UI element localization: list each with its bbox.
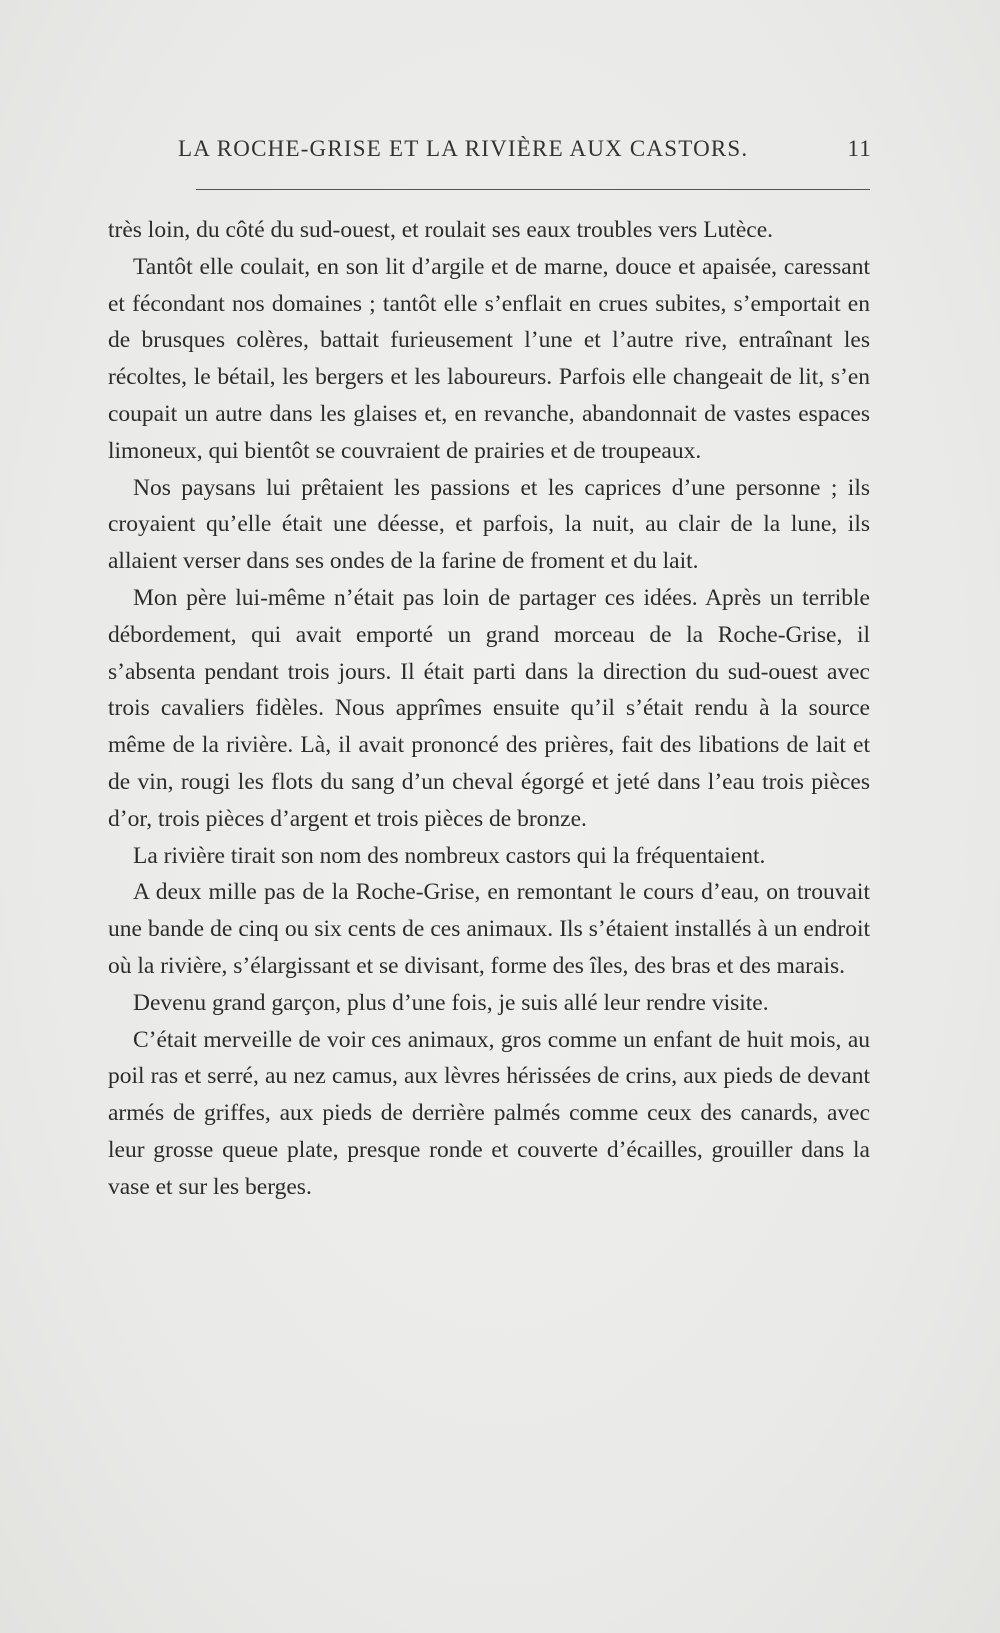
header-rule	[196, 189, 870, 190]
paragraph: très loin, du côté du sud-ouest, et roulait ses eaux troubles vers Lutèce.	[108, 217, 773, 243]
paragraph: Tantôt elle coulait, en son lit d’argile et de marne, douce et apaisée, caressant et fécondant nos domaines ; tantôt elle s’enflait en crues subites, s’emportait en de brusques colères, battait furieusement l’une et l’autre rive, entraînant les récoltes, le bétail, les bergers et les laboureurs. Parfois elle changeait de lit, s’en coupait un autre dans les glaises et, en revanche, abandonnait de vastes espaces limoneux, qui bientôt se couvraient de prairies et de troupeaux.	[108, 253, 870, 464]
body-text	[108, 212, 870, 1206]
paragraph: Devenu grand garçon, plus d’une fois, je suis allé leur rendre visite.	[133, 989, 769, 1016]
page-number: 11	[847, 136, 872, 161]
paragraph: La rivière tirait son nom des nombreux castors qui la fréquentaient.	[133, 842, 766, 869]
paragraph: C’était merveille de voir ces animaux, gros comme un enfant de huit mois, au poil ras et serré, au nez camus, aux lèvres hérissées de crins, aux pieds de devant armés de griffes, aux pieds de derrière palmés comme ceux des canards, avec leur grosse queue plate, presque ronde et couverte d’écailles, grouiller dans la vase et sur les berges.	[108, 1026, 870, 1200]
running-head	[178, 136, 872, 170]
running-title: LA ROCHE-GRISE ET LA RIVIÈRE AUX CASTORS.	[178, 136, 749, 161]
paragraph: A deux mille pas de la Roche-Grise, en remontant le cours d’eau, on trouvait une bande de cinq ou six cents de ces animaux. Ils s’étaient installés à un endroit où la rivière, s’élargissant et se divisant, forme des îles, des bras et des marais.	[108, 879, 870, 979]
paragraph: Nos paysans lui prêtaient les passions et les caprices d’une personne ; ils croyaient qu’elle était une déesse, et parfois, la nuit, au clair de la lune, ils allaient verser dans ses ondes de la farine de froment et du lait.	[108, 474, 870, 575]
paragraph: Mon père lui-même n’était pas loin de partager ces idées. Après un terrible débordement, qui avait emporté un grand morceau de la Roche-Grise, il s’absenta pendant trois jours. Il était parti dans la direction du sud-ouest avec trois cavaliers fidèles. Nous apprîmes ensuite qu’il s’était rendu à la source même de la rivière. Là, il avait prononcé des prières, fait des libations de lait et de vin, rougi les flots du sang d’un cheval égorgé et jeté dans l’eau trois pièces d’or, trois pièces d’argent et trois pièces de bronze.	[108, 584, 870, 832]
